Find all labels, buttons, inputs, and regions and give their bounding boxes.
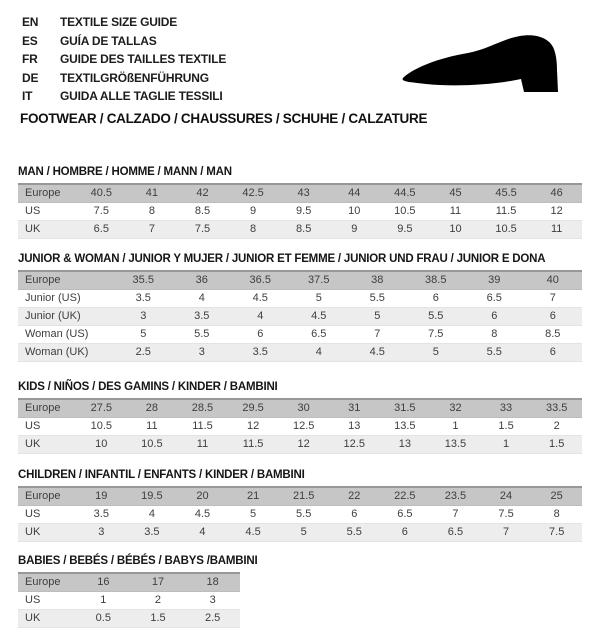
language-title: GUÍA DE TALLAS — [60, 33, 157, 48]
size-cell: 11 — [177, 436, 228, 454]
row-label: US — [18, 592, 76, 610]
table-row — [18, 436, 582, 454]
size-cell: 4.5 — [177, 506, 228, 524]
size-table — [18, 270, 582, 362]
size-cell: 36.5 — [231, 271, 290, 290]
size-cell: 33.5 — [531, 399, 582, 418]
language-row — [22, 87, 226, 106]
language-code: ES — [22, 33, 38, 48]
section-junior-woman — [18, 253, 582, 362]
size-cell: 44 — [329, 184, 380, 203]
size-cell: 21.5 — [278, 487, 329, 506]
size-cell: 6 — [380, 524, 431, 542]
size-cell: 9 — [329, 221, 380, 239]
size-cell: 24 — [481, 487, 532, 506]
size-cell: 42.5 — [228, 184, 279, 203]
row-label: UK — [18, 221, 76, 239]
size-cell: 1.5 — [531, 436, 582, 454]
size-cell: 45.5 — [481, 184, 532, 203]
size-cell: 3.5 — [76, 506, 127, 524]
size-cell: 3 — [76, 524, 127, 542]
size-cell: 39 — [465, 271, 524, 290]
size-cell: 6.5 — [290, 326, 349, 344]
size-cell: 6.5 — [76, 221, 127, 239]
section-babies — [18, 555, 582, 628]
size-cell: 5.5 — [348, 290, 407, 308]
size-cell: 40 — [524, 271, 583, 290]
size-cell: 8.5 — [524, 326, 583, 344]
size-cell: 19 — [76, 487, 127, 506]
table-row — [18, 399, 582, 418]
size-cell: 4.5 — [228, 524, 279, 542]
size-cell: 10.5 — [380, 203, 431, 221]
row-label: Europe — [18, 573, 76, 592]
table-row — [18, 344, 582, 362]
category-title: FOOTWEAR / CALZADO / CHAUSSURES / SCHUHE / CALZATURE — [20, 111, 428, 126]
size-cell: 2 — [531, 418, 582, 436]
size-cell: 9.5 — [380, 221, 431, 239]
size-cell: 30 — [278, 399, 329, 418]
table-row — [18, 221, 582, 239]
size-cell: 3.5 — [231, 344, 290, 362]
section-title: JUNIOR & WOMAN / JUNIOR Y MUJER / JUNIOR ET FEMME / JUNIOR UND FRAU / JUNIOR E DONA — [18, 253, 546, 265]
language-title: TEXTILE SIZE GUIDE — [60, 15, 178, 30]
size-cell: 17 — [131, 573, 186, 592]
row-label: Woman (UK) — [18, 344, 114, 362]
section-title: BABIES / BEBÉS / BÉBÉS / BABYS /BAMBINI — [18, 555, 258, 567]
size-cell: 10 — [329, 203, 380, 221]
size-cell: 5 — [290, 290, 349, 308]
size-cell: 0.5 — [76, 610, 131, 628]
size-cell: 5 — [114, 326, 173, 344]
table-row — [18, 524, 582, 542]
size-cell: 7 — [348, 326, 407, 344]
size-cell: 13.5 — [380, 418, 431, 436]
size-cell: 38.5 — [407, 271, 466, 290]
size-cell: 7.5 — [177, 221, 228, 239]
size-table — [18, 572, 240, 628]
size-cell: 6 — [329, 506, 380, 524]
size-cell: 28 — [127, 399, 178, 418]
size-cell: 4.5 — [231, 290, 290, 308]
size-cell: 7 — [127, 221, 178, 239]
size-cell: 11.5 — [481, 203, 532, 221]
size-cell: 4 — [290, 344, 349, 362]
table-row — [18, 418, 582, 436]
section-title: MAN / HOMBRE / HOMME / MANN / MAN — [18, 166, 232, 178]
size-cell: 3.5 — [173, 308, 232, 326]
size-cell: 38 — [348, 271, 407, 290]
size-cell: 13 — [329, 418, 380, 436]
size-cell: 6 — [524, 344, 583, 362]
size-cell: 36 — [173, 271, 232, 290]
row-label: Junior (UK) — [18, 308, 114, 326]
size-cell: 7 — [430, 506, 481, 524]
size-cell: 12 — [531, 203, 582, 221]
row-label: Europe — [18, 184, 76, 203]
size-cell: 19.5 — [127, 487, 178, 506]
size-cell: 7.5 — [531, 524, 582, 542]
section-man — [18, 166, 582, 239]
language-row — [22, 50, 226, 69]
size-cell: 20 — [177, 487, 228, 506]
size-cell: 10 — [76, 436, 127, 454]
size-cell: 2.5 — [114, 344, 173, 362]
section-kids — [18, 381, 582, 454]
row-label: US — [18, 418, 76, 436]
size-cell: 1.5 — [131, 610, 186, 628]
size-cell: 1 — [481, 436, 532, 454]
table-row — [18, 271, 582, 290]
size-cell: 12 — [228, 418, 279, 436]
size-cell: 9.5 — [278, 203, 329, 221]
size-cell: 12.5 — [278, 418, 329, 436]
size-cell: 5 — [278, 524, 329, 542]
size-cell: 12.5 — [329, 436, 380, 454]
size-cell: 6 — [407, 290, 466, 308]
size-cell: 1.5 — [481, 418, 532, 436]
size-cell: 43 — [278, 184, 329, 203]
size-cell: 7 — [481, 524, 532, 542]
size-cell: 33 — [481, 399, 532, 418]
row-label: Europe — [18, 271, 114, 290]
section-title: CHILDREN / INFANTIL / ENFANTS / KINDER / BAMBINI — [18, 469, 305, 481]
row-label: Europe — [18, 399, 76, 418]
row-label: US — [18, 506, 76, 524]
size-cell: 5.5 — [173, 326, 232, 344]
size-cell: 13.5 — [430, 436, 481, 454]
size-table — [18, 183, 582, 239]
size-cell: 6 — [231, 326, 290, 344]
size-cell: 22.5 — [380, 487, 431, 506]
size-table — [18, 486, 582, 542]
size-cell: 4.5 — [348, 344, 407, 362]
size-cell: 7 — [524, 290, 583, 308]
size-cell: 1 — [76, 592, 131, 610]
size-cell: 4 — [127, 506, 178, 524]
size-cell: 18 — [185, 573, 240, 592]
size-cell: 3.5 — [114, 290, 173, 308]
size-cell: 2.5 — [185, 610, 240, 628]
table-row — [18, 308, 582, 326]
size-cell: 21 — [228, 487, 279, 506]
size-cell: 6 — [465, 308, 524, 326]
size-cell: 6 — [524, 308, 583, 326]
row-label: Europe — [18, 487, 76, 506]
row-label: UK — [18, 436, 76, 454]
size-cell: 6.5 — [380, 506, 431, 524]
row-label: UK — [18, 524, 76, 542]
size-cell: 8 — [531, 506, 582, 524]
row-label: Woman (US) — [18, 326, 114, 344]
size-cell: 3.5 — [127, 524, 178, 542]
size-cell: 45 — [430, 184, 481, 203]
size-cell: 5 — [348, 308, 407, 326]
size-cell: 11 — [430, 203, 481, 221]
table-row — [18, 592, 240, 610]
table-row — [18, 506, 582, 524]
size-cell: 25 — [531, 487, 582, 506]
size-cell: 11 — [127, 418, 178, 436]
size-cell: 8 — [465, 326, 524, 344]
size-cell: 41 — [127, 184, 178, 203]
size-cell: 11 — [531, 221, 582, 239]
size-cell: 5.5 — [465, 344, 524, 362]
size-cell: 5.5 — [278, 506, 329, 524]
size-cell: 35.5 — [114, 271, 173, 290]
size-cell: 5 — [228, 506, 279, 524]
size-cell: 23.5 — [430, 487, 481, 506]
language-code: FR — [22, 52, 38, 67]
row-label: US — [18, 203, 76, 221]
size-cell: 44.5 — [380, 184, 431, 203]
dress-shoe-icon — [396, 28, 582, 100]
size-table — [18, 398, 582, 454]
size-cell: 10.5 — [481, 221, 532, 239]
language-list — [22, 13, 226, 106]
size-cell: 4 — [231, 308, 290, 326]
size-cell: 40.5 — [76, 184, 127, 203]
size-cell: 10 — [430, 221, 481, 239]
size-cell: 31.5 — [380, 399, 431, 418]
size-cell: 5 — [407, 344, 466, 362]
size-cell: 29.5 — [228, 399, 279, 418]
language-title: TEXTILGRÖßENFÜHRUNG — [60, 70, 209, 85]
size-tables-area — [18, 166, 582, 628]
language-row — [22, 32, 226, 51]
size-cell: 10.5 — [127, 436, 178, 454]
size-cell: 37.5 — [290, 271, 349, 290]
language-row — [22, 69, 226, 88]
row-label: UK — [18, 610, 76, 628]
row-label: Junior (US) — [18, 290, 114, 308]
table-row — [18, 610, 240, 628]
language-code: DE — [22, 70, 39, 85]
size-cell: 8 — [127, 203, 178, 221]
table-row — [18, 290, 582, 308]
size-cell: 13 — [380, 436, 431, 454]
size-cell: 6.5 — [465, 290, 524, 308]
table-row — [18, 573, 240, 592]
language-title: GUIDE DES TAILLES TEXTILE — [60, 52, 227, 67]
size-cell: 4 — [173, 290, 232, 308]
language-title: GUIDA ALLE TAGLIE TESSILI — [60, 89, 223, 104]
size-cell: 16 — [76, 573, 131, 592]
section-children — [18, 469, 582, 542]
size-cell: 7.5 — [407, 326, 466, 344]
size-cell: 3 — [185, 592, 240, 610]
size-cell: 28.5 — [177, 399, 228, 418]
size-cell: 8.5 — [278, 221, 329, 239]
language-code: IT — [22, 89, 33, 104]
size-cell: 1 — [430, 418, 481, 436]
size-cell: 5.5 — [329, 524, 380, 542]
language-row — [22, 13, 226, 32]
size-cell: 22 — [329, 487, 380, 506]
table-row — [18, 184, 582, 203]
size-cell: 4.5 — [290, 308, 349, 326]
size-cell: 6.5 — [430, 524, 481, 542]
size-cell: 4 — [177, 524, 228, 542]
size-cell: 10.5 — [76, 418, 127, 436]
size-cell: 42 — [177, 184, 228, 203]
size-cell: 9 — [228, 203, 279, 221]
size-cell: 27.5 — [76, 399, 127, 418]
size-cell: 12 — [278, 436, 329, 454]
size-cell: 8.5 — [177, 203, 228, 221]
table-row — [18, 326, 582, 344]
size-cell: 31 — [329, 399, 380, 418]
size-cell: 8 — [228, 221, 279, 239]
table-row — [18, 203, 582, 221]
size-cell: 11.5 — [228, 436, 279, 454]
language-code: EN — [22, 15, 39, 30]
size-cell: 5.5 — [407, 308, 466, 326]
table-row — [18, 487, 582, 506]
size-cell: 32 — [430, 399, 481, 418]
size-cell: 3 — [173, 344, 232, 362]
size-cell: 2 — [131, 592, 186, 610]
size-cell: 3 — [114, 308, 173, 326]
size-cell: 11.5 — [177, 418, 228, 436]
size-cell: 7.5 — [481, 506, 532, 524]
size-cell: 46 — [531, 184, 582, 203]
size-cell: 7.5 — [76, 203, 127, 221]
section-title: KIDS / NIÑOS / DES GAMINS / KINDER / BAMBINI — [18, 381, 278, 393]
